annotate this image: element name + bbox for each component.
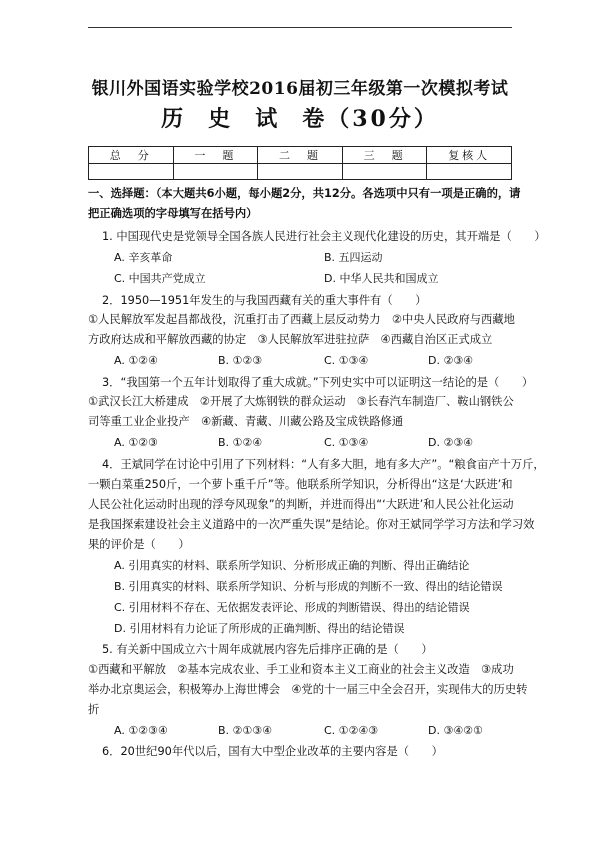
question-4-option-d[interactable]: D. 引用材料有力论证了所形成的正确判断、得出的结论错误: [114, 622, 405, 635]
score-table-entry-row: [89, 164, 512, 180]
question-5-option-a[interactable]: A. ①②③④: [114, 724, 168, 737]
question-5-stem: 5. 有关新中国成立六十周年成就展内容先后排序正确的是（ ）: [102, 643, 433, 656]
question-5-line-4: 折: [88, 703, 100, 716]
question-2-option-c[interactable]: C. ①③④: [324, 354, 369, 367]
question-5-line-2: ①西藏和平解放 ②基本完成农业、手工业和资本主义工商业的社会主义改造 ③成功: [88, 663, 514, 676]
score-header-reviewer: 复核人: [427, 147, 512, 164]
question-3-option-b[interactable]: B. ①②④: [218, 436, 263, 449]
question-5-line-3: 举办北京奥运会，积极筹办上海世博会 ④党的十一届三中全会召开，实现伟大的历史转: [88, 683, 528, 696]
question-2-option-b[interactable]: B. ①②③: [218, 354, 263, 367]
question-2-line-3: 方政府达成和平解放西藏的协定 ③人民解放军进驻拉萨 ④西藏自治区正式成立: [88, 333, 493, 346]
question-3-option-d[interactable]: D. ②③④: [428, 436, 474, 449]
section-heading-line-2: 把正确选项的字母填写在括号内）: [88, 207, 258, 220]
score-cell-reviewer[interactable]: [427, 164, 512, 180]
paper-title: [0, 102, 600, 133]
question-3-line-2: ①武汉长江大桥建成 ②开展了大炼钢铁的群众运动 ③长春汽车制造厂、鞍山钢铁公: [88, 395, 514, 408]
question-5-option-b[interactable]: B. ②①③④: [218, 724, 272, 737]
question-4-option-c[interactable]: C. 引用材料不存在、无依据发表评论、形成的判断错误、得出的结论错误: [114, 601, 470, 614]
question-1-option-a[interactable]: A. 辛亥革命: [114, 251, 173, 264]
question-5-option-c[interactable]: C. ①②④③: [324, 724, 379, 737]
question-1-stem: 1. 中国现代史是党领导全国各族人民进行社会主义现代化建设的历史，其开端是（ ）: [102, 230, 546, 243]
score-cell-total[interactable]: [89, 164, 174, 180]
score-cell-part-1[interactable]: [173, 164, 258, 180]
top-divider: [88, 27, 512, 28]
question-4-option-a[interactable]: A. 引用真实的材料、联系所学知识、分析形成正确的判断、得出正确结论: [114, 559, 470, 572]
question-4-stem: 4．王斌同学在讨论中引用了下列材料：“人有多大胆，地有多大产”。“粮食亩产十万斤，: [102, 458, 545, 471]
paper-title-char-3: 试: [255, 106, 281, 132]
question-2-option-a[interactable]: A. ①②④: [114, 354, 158, 367]
paper-title-char-1: 历: [161, 106, 187, 132]
question-4-line-5: 果的评价是（ ）: [88, 538, 190, 551]
question-4-line-2: 一颗白菜重250斤，一个萝卜重千斤”等。他联系所学知识，分析得出“这是‘大跃进’和: [88, 478, 513, 491]
question-3-line-3: 司等重工业企业投产 ④新藏、青藏、川藏公路及宝成铁路修通: [88, 415, 404, 428]
question-3-stem: 3．“我国第一个五年计划取得了重大成就。”下列史实中可以证明这一结论的是（ ）: [102, 376, 534, 389]
score-header-part-1: 一 题: [173, 147, 258, 164]
question-2-stem: 2．1950—1951年发生的与我国西藏有关的重大事件有（ ）: [102, 294, 427, 307]
score-header-total: 总 分: [89, 147, 174, 164]
paper-title-char-2: 史: [208, 106, 234, 132]
question-3-option-c[interactable]: C. ①③④: [324, 436, 369, 449]
score-table-header-row: [89, 147, 512, 164]
question-2-option-d[interactable]: D. ②③④: [428, 354, 474, 367]
question-5-option-d[interactable]: D. ③④②①: [428, 724, 483, 737]
score-cell-part-2[interactable]: [258, 164, 343, 180]
question-4-line-4: 是我国探索建设社会主义道路中的一次严重失误”是结论。你对王斌同学学习方法和学习效: [88, 518, 535, 531]
question-6-stem: 6．20世纪90年代以后，国有大中型企业改革的主要内容是（ ）: [102, 745, 443, 758]
question-1-option-b[interactable]: B. 五四运动: [324, 251, 383, 264]
question-4-option-b[interactable]: B. 引用真实的材料、联系所学知识、分析与形成的判断不一致、得出的结论错误: [114, 580, 503, 593]
section-heading-line-1: 一、选择题：（本大题共6小题，每小题2分，共12分。各选项中只有一项是正确的，请: [88, 187, 521, 200]
question-4-line-3: 人民公社化运动时出现的浮夸风现象”的判断，并进而得出“‘大跃进’和人民公社化运动: [88, 498, 514, 511]
score-table: [88, 146, 512, 180]
question-1-option-d[interactable]: D. 中华人民共和国成立: [324, 272, 439, 285]
score-header-part-2: 二 题: [258, 147, 343, 164]
school-exam-title: 银川外国语实验学校2016届初三年级第一次模拟考试: [91, 79, 509, 99]
question-2-line-2: ①人民解放军发起昌都战役，沉重打击了西藏上层反动势力 ②中央人民政府与西藏地: [88, 313, 515, 326]
score-cell-part-3[interactable]: [342, 164, 427, 180]
question-1-option-c[interactable]: C. 中国共产党成立: [114, 272, 206, 285]
paper-title-char-4: 卷（30分）: [302, 106, 439, 132]
score-header-part-3: 三 题: [342, 147, 427, 164]
question-3-option-a[interactable]: A. ①②③: [114, 436, 158, 449]
